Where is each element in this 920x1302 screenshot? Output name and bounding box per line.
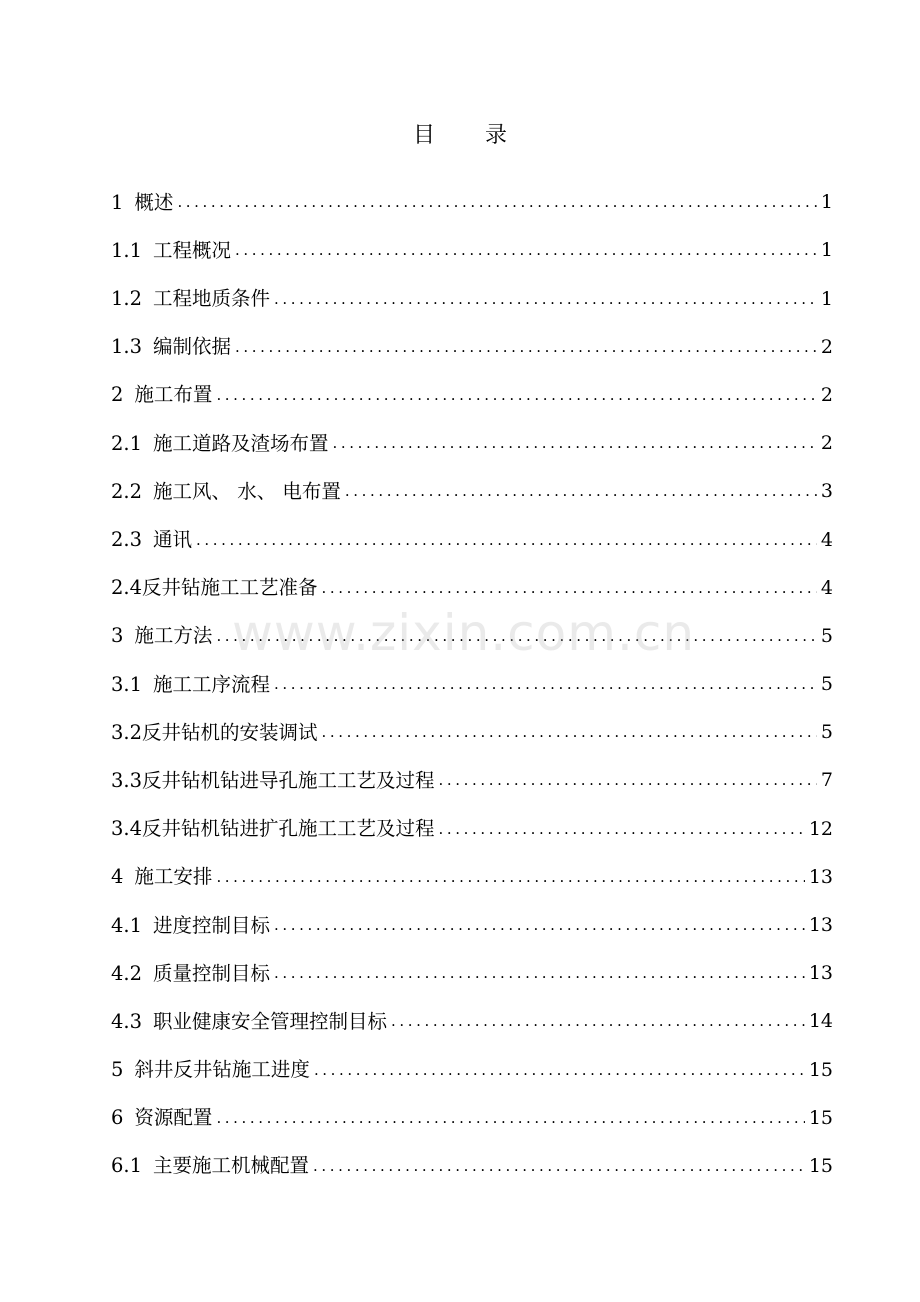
toc-entry[interactable] xyxy=(111,453,833,501)
toc-entry-page-number: 13 xyxy=(808,865,833,888)
toc-entry[interactable] xyxy=(111,550,833,598)
toc-entry-page-number: 5 xyxy=(820,721,833,744)
toc-entry[interactable] xyxy=(111,212,833,260)
toc-dot-leader xyxy=(196,533,817,548)
toc-entry-page-number: 15 xyxy=(808,1058,833,1081)
toc-entry-number: 4.1 xyxy=(111,913,143,937)
toc-entry[interactable] xyxy=(111,1031,833,1082)
toc-entry-number: 2 xyxy=(111,383,124,407)
toc-entry-number: 2.2 xyxy=(111,479,143,503)
toc-entry-page-number: 14 xyxy=(808,1010,833,1033)
toc-entry-number: 3.2 xyxy=(111,720,143,744)
toc-entry-number: 1.1 xyxy=(111,238,143,262)
toc-entry-label: 质量控制目标 xyxy=(153,961,271,985)
toc-entry[interactable] xyxy=(111,501,833,549)
toc-entry-number: 6.1 xyxy=(111,1154,143,1178)
toc-entry-number: 1.2 xyxy=(111,287,143,311)
toc-entry-page-number: 5 xyxy=(820,673,833,696)
toc-entry-label: 进度控制目标 xyxy=(153,913,271,937)
toc-entry-page-number: 4 xyxy=(820,528,833,551)
toc-dot-leader xyxy=(216,1111,804,1126)
toc-entry-number: 2.4 xyxy=(111,576,143,600)
toc-entry[interactable] xyxy=(111,405,833,453)
toc-entry-label: 通讯 xyxy=(153,528,193,551)
toc-entry-label: 职业健康安全管理控制目标 xyxy=(153,1009,388,1033)
toc-dot-leader xyxy=(439,822,805,837)
toc-entry-number: 3.3 xyxy=(111,768,143,792)
toc-entry-page-number: 2 xyxy=(820,383,833,406)
toc-entry-label: 编制依据 xyxy=(153,335,232,359)
toc-entry-page-number: 2 xyxy=(820,335,833,358)
toc-dot-leader xyxy=(314,1063,805,1078)
toc-dot-leader xyxy=(274,677,817,692)
toc-entry-number: 2.1 xyxy=(111,431,143,455)
toc-entry-page-number: 3 xyxy=(820,480,833,503)
toc-dot-leader xyxy=(216,388,816,403)
toc-entry-label: 工程概况 xyxy=(153,238,232,262)
toc-dot-leader xyxy=(274,292,817,307)
toc-entry-label: 反井钻机的安装调试 xyxy=(142,720,318,744)
toc-entry-label: 反井钻机钻进扩孔施工工艺及过程 xyxy=(142,817,435,841)
toc-entry[interactable] xyxy=(111,1128,833,1176)
toc-entry-page-number: 7 xyxy=(820,769,833,792)
toc-entry[interactable] xyxy=(111,309,833,357)
toc-entry-number: 4.2 xyxy=(111,961,143,985)
toc-entry-page-number: 1 xyxy=(820,287,833,310)
toc-entry-page-number: 13 xyxy=(808,962,833,985)
toc-dot-leader xyxy=(274,966,805,981)
toc-entry-page-number: 15 xyxy=(808,1106,833,1129)
toc-entry-number: 2.3 xyxy=(111,528,143,551)
watermark: www.zixin.com.cn xyxy=(232,604,696,662)
toc-dot-leader xyxy=(235,340,817,355)
toc-entry-label: 施工风、 水、 电布置 xyxy=(153,479,341,503)
toc-entry-label: 工程地质条件 xyxy=(153,287,271,311)
toc-entry[interactable] xyxy=(111,983,833,1031)
toc-title-part-1: 目 xyxy=(412,123,435,148)
toc-entry-page-number: 13 xyxy=(808,914,833,936)
toc-dot-leader xyxy=(322,581,817,596)
toc-entry-label: 施工安排 xyxy=(134,865,213,889)
toc-entry-label: 施工工序流程 xyxy=(153,672,271,696)
toc-entry-label: 施工布置 xyxy=(134,383,213,407)
toc-entry[interactable] xyxy=(111,887,833,935)
toc-entry[interactable] xyxy=(111,260,833,311)
toc-entry[interactable] xyxy=(111,742,833,790)
toc-entry-number: 1 xyxy=(111,190,124,214)
toc-title xyxy=(0,118,920,149)
toc-dot-leader xyxy=(345,484,817,499)
toc-entry[interactable] xyxy=(111,646,833,694)
toc-entry-number: 6 xyxy=(111,1106,124,1130)
toc-dot-leader xyxy=(333,436,817,451)
toc-dot-leader xyxy=(313,1159,805,1174)
toc-dot-leader xyxy=(274,918,805,933)
toc-entry-label: 施工道路及渣场布置 xyxy=(153,431,329,455)
toc-entry-number: 3.1 xyxy=(111,672,143,696)
toc-list xyxy=(111,164,833,1176)
toc-entry-number: 1.3 xyxy=(111,335,143,359)
toc-entry-page-number: 1 xyxy=(820,191,833,214)
toc-entry-page-number: 12 xyxy=(808,817,833,840)
toc-entry[interactable] xyxy=(111,694,833,742)
toc-entry-number: 4.3 xyxy=(111,1009,143,1033)
toc-entry-label: 概述 xyxy=(134,190,174,214)
toc-entry-label: 斜井反井钻施工进度 xyxy=(134,1058,310,1082)
toc-dot-leader xyxy=(216,870,804,885)
toc-entry-label: 资源配置 xyxy=(134,1106,213,1130)
toc-dot-leader xyxy=(235,243,817,258)
toc-entry-label: 反井钻施工工艺准备 xyxy=(142,576,318,600)
toc-entry-label: 反井钻机钻进导孔施工工艺及过程 xyxy=(142,768,435,792)
toc-entry-page-number: 15 xyxy=(808,1154,833,1177)
toc-entry[interactable] xyxy=(111,839,833,887)
toc-entry-page-number: 1 xyxy=(820,239,833,262)
toc-entry[interactable] xyxy=(111,598,833,646)
toc-dot-leader xyxy=(322,725,817,740)
toc-entry[interactable] xyxy=(111,164,833,212)
toc-dot-leader xyxy=(439,773,817,788)
toc-entry-label: 主要施工机械配置 xyxy=(153,1154,310,1178)
toc-entry-page-number: 4 xyxy=(820,576,833,599)
toc-dot-leader xyxy=(216,629,816,644)
toc-dot-leader xyxy=(391,1014,805,1029)
toc-entry-page-number: 2 xyxy=(820,432,833,455)
toc-entry[interactable] xyxy=(111,1080,833,1128)
toc-entry-number: 4 xyxy=(111,865,124,889)
toc-title-part-2: 录 xyxy=(485,123,508,148)
toc-entry-page-number: 5 xyxy=(820,624,833,647)
toc-entry-number: 3 xyxy=(111,624,124,648)
toc-entry[interactable] xyxy=(111,790,833,841)
toc-entry-label: 施工方法 xyxy=(134,624,213,648)
toc-entry[interactable] xyxy=(111,357,833,405)
toc-entry[interactable] xyxy=(111,935,833,983)
toc-entry-number: 3.4 xyxy=(111,817,143,841)
toc-dot-leader xyxy=(177,195,816,210)
toc-entry-number: 5 xyxy=(111,1058,124,1082)
